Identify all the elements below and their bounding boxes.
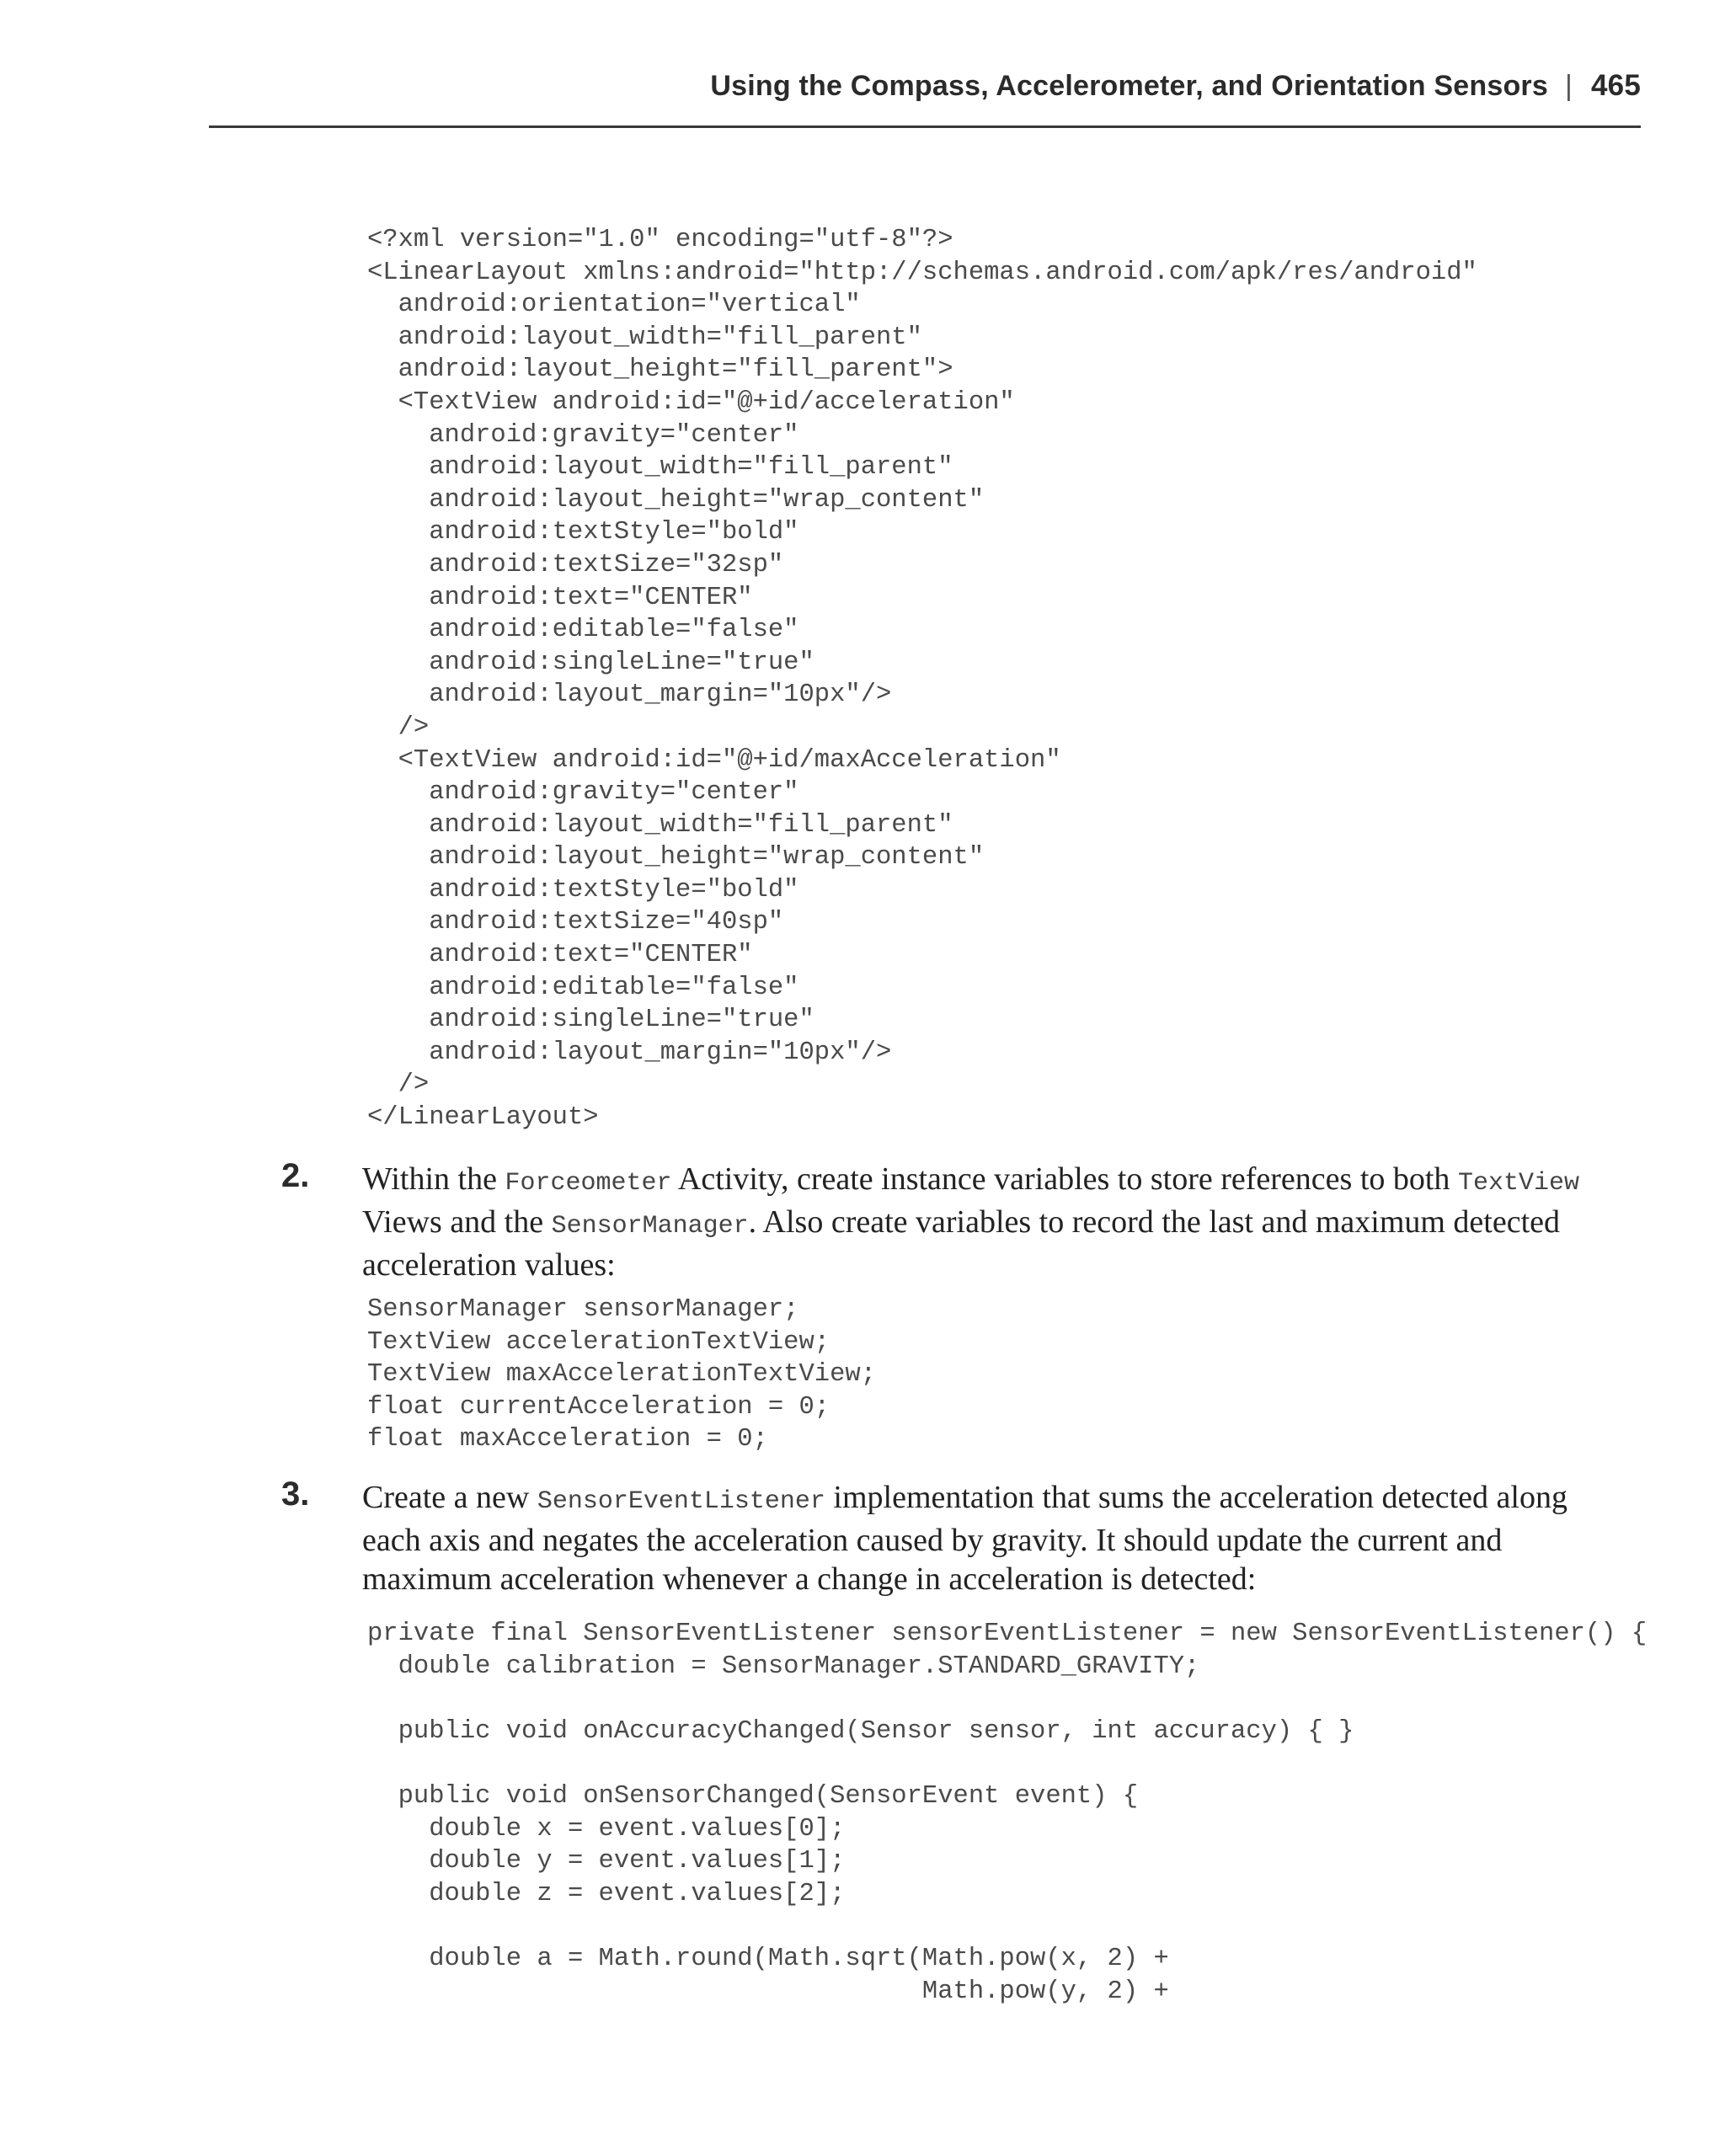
sensor-listener-code-block: private final SensorEventListener sensorEventListener = new SensorEventListener() { double calibration = SensorManager.STANDARD_GRAVITY; public void onAccuracyChanged(Sensor sensor, int accuracy) { } public void onSensorChanged(SensorEvent event) { double x = event.values[0]; double y = event.values[1]; double z = event.values[2]; double a = Math.round(Math.sqrt(Math.pow(x, 2) + Math.pow(y, 2) + bbox=[367, 1620, 1648, 2006]
running-title: Using the Compass, Accelerometer, and Orientation Sensors bbox=[710, 69, 1548, 102]
step-2-paragraph bbox=[362, 1160, 1609, 1284]
page-number: 465 bbox=[1591, 69, 1641, 102]
forceometer-code-term: Forceometer bbox=[505, 1169, 672, 1198]
textview-code-term: TextView bbox=[1457, 1169, 1579, 1198]
sensormanager-code-term: SensorManager bbox=[551, 1212, 749, 1241]
step-3-text-1: Create a new bbox=[362, 1480, 537, 1515]
step-3-number: 3. bbox=[281, 1476, 310, 1513]
step-2-text-1: Within the bbox=[362, 1161, 505, 1197]
step-2-text-4: . Also create variables to record the last and maximum detected acceleration values: bbox=[362, 1204, 1561, 1283]
step-2-text-3: Views and the bbox=[362, 1204, 552, 1240]
instance-variables-code-block: SensorManager sensorManager; TextView accelerationTextView; TextView maxAccelerationTextView; float currentAcceleration = 0; float maxAcceleration = 0; bbox=[367, 1295, 876, 1454]
step-3-paragraph bbox=[362, 1478, 1609, 1598]
step-2-text-2: Activity, create instance variables to store references to both bbox=[671, 1161, 1458, 1197]
step-2-number: 2. bbox=[281, 1157, 310, 1194]
layout-xml-code-block: <?xml version="1.0" encoding="utf-8"?> <LinearLayout xmlns:android="http://schemas.android.com/apk/res/android" android:orientation="vertical" android:layout_width="fill_parent" android:layout_height="fill_parent"> <TextView android:id="@+id/acceleration" android:gravity="center" android:layout_width="fill_parent" android:layout_height="wrap_content" android:textStyle="bold" android:textSize="32sp" android:text="CENTER" android:editable="false" android:singleLine="true" android:layout_margin="10px"/> /> <TextView android:id="@+id/maxAcceleration" android:gravity="center" android:layout_width="fill_parent" android:layout_height="wrap_content" android:textStyle="bold" android:textSize="40sp" android:text="CENTER" android:editable="false" android:singleLine="true" android:layout_margin="10px"/> /> </LinearLayout> bbox=[367, 226, 1477, 1133]
header-separator: | bbox=[1564, 69, 1573, 102]
step-3-text-2: implementation that sums the acceleration detected along each axis and negates the acceleration caused by gravity. It should update the current and maximum acceleration whenever a change in acceleration is detected: bbox=[362, 1480, 1567, 1597]
sensoreventlistener-code-term: SensorEventListener bbox=[537, 1487, 825, 1516]
running-header bbox=[209, 62, 1641, 109]
header-rule bbox=[209, 125, 1641, 128]
